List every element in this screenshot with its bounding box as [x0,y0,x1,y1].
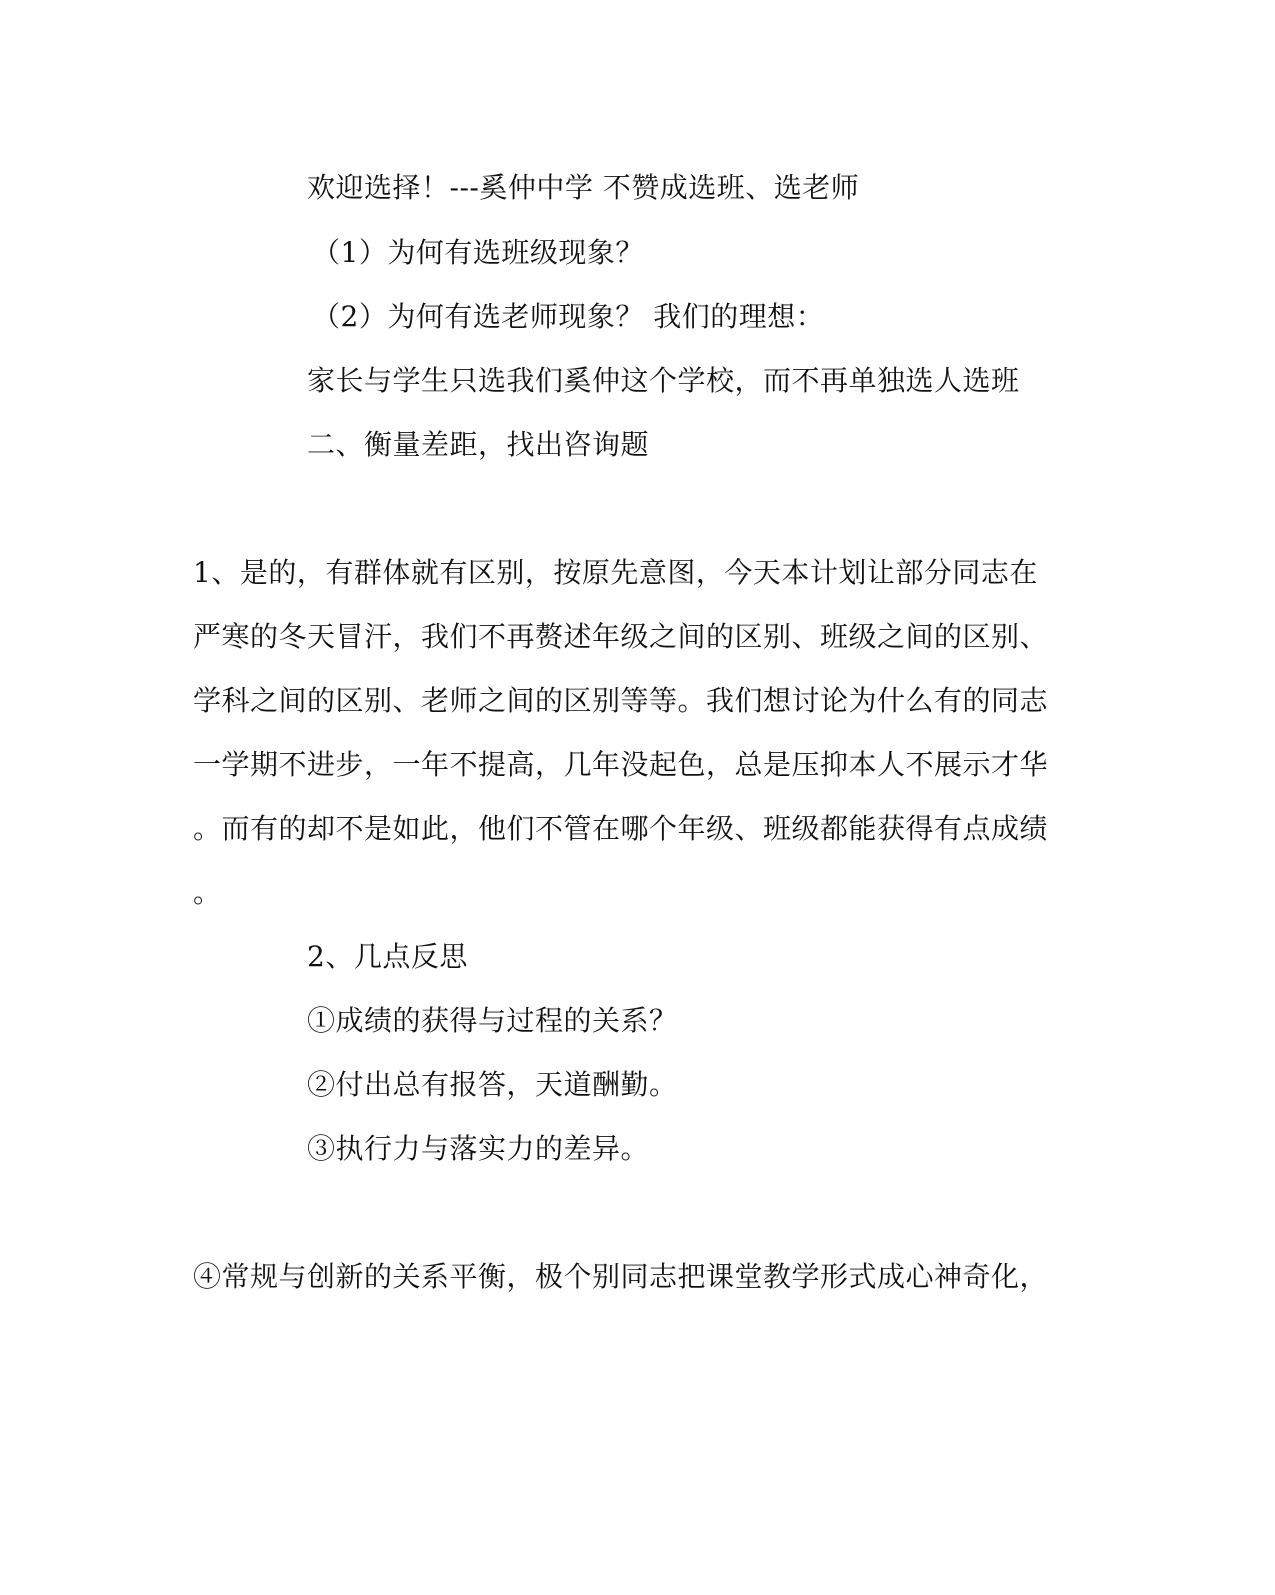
paragraph-line: 一学期不进步，一年不提高，几年没起色，总是压抑本人不展示才华 [193,748,1049,781]
paragraph-line: 学科之间的区别、老师之间的区别等等。我们想讨论为什么有的同志 [193,684,1049,717]
paragraph-line: 。 [193,876,222,909]
welcome-line: 欢迎选择！---奚仲中学 不赞成选班、选老师 [307,171,860,204]
question-2: （2）为何有选老师现象？ 我们的理想： [312,300,825,333]
ideal-line: 家长与学生只选我们奚仲这个学校，而不再单独选人选班 [307,364,1020,397]
reflection-heading: 2、几点反思 [307,940,468,973]
question-1: （1）为何有选班级现象？ [312,236,644,269]
reflection-item-1: ①成绩的获得与过程的关系？ [307,1004,678,1037]
paragraph-line: 。而有的却不是如此，他们不管在哪个年级、班级都能获得有点成绩 [193,812,1049,845]
paragraph-line: 严寒的冬天冒汗，我们不再赘述年级之间的区别、班级之间的区别、 [193,620,1049,653]
reflection-item-3: ③执行力与落实力的差异。 [307,1132,650,1165]
reflection-item-2: ②付出总有报答，天道酬勤。 [307,1068,678,1101]
section-heading-2: 二、衡量差距，找出咨询题 [307,428,650,461]
reflection-item-4: ④常规与创新的关系平衡，极个别同志把课堂教学形式成心神奇化， [193,1260,1049,1293]
paragraph-line: 1、是的，有群体就有区别，按原先意图，今天本计划让部分同志在 [193,556,1038,589]
